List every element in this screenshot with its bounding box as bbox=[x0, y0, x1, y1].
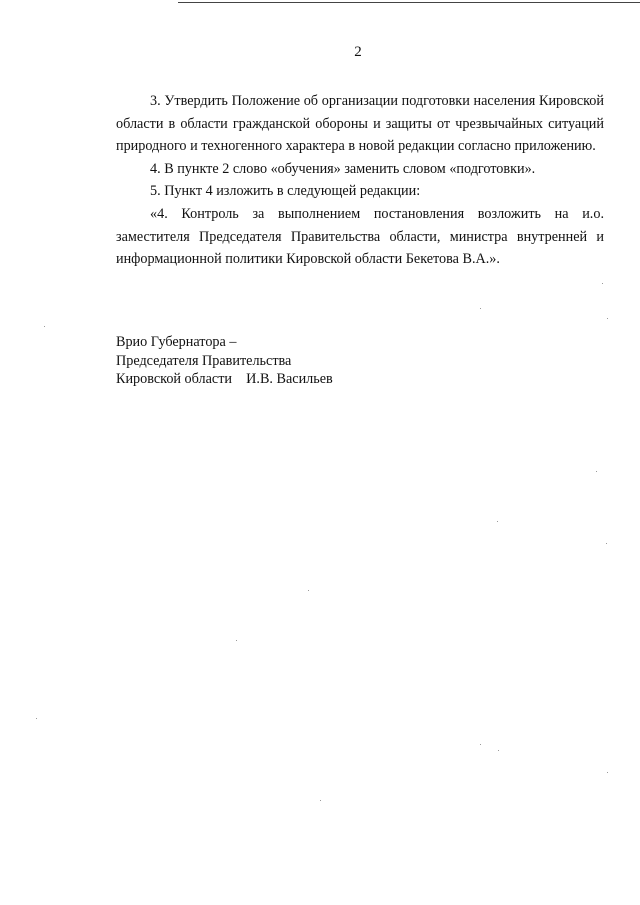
scan-speck bbox=[236, 640, 237, 641]
scan-speck bbox=[596, 471, 597, 472]
paragraph-quoted-item-4: «4. Контроль за выполнением постановления возложить на и.о. заместителя Председателя Правительства области, министра внутренней и информационной политики Кировской области Бекетова В.А.». bbox=[116, 205, 604, 268]
scan-speck bbox=[36, 718, 37, 719]
paragraph-item-5: 5. Пункт 4 изложить в следующей редакции: bbox=[150, 183, 421, 200]
scan-speck bbox=[308, 590, 309, 591]
scan-speck bbox=[602, 283, 603, 284]
scan-speck bbox=[320, 800, 321, 801]
signature-name-line: Кировской области И.В. Васильев bbox=[116, 371, 333, 387]
signature-title-line: Врио Губернатора – bbox=[116, 334, 237, 350]
scan-speck bbox=[480, 744, 481, 745]
page-number: 2 bbox=[354, 44, 362, 60]
signature-block bbox=[116, 333, 333, 389]
scan-speck bbox=[44, 326, 45, 327]
scan-speck bbox=[606, 543, 607, 544]
scan-speck bbox=[497, 521, 498, 522]
scan-speck bbox=[607, 772, 608, 773]
top-border-line bbox=[178, 2, 640, 3]
paragraph-item-3: 3. Утвердить Положение об организации подготовки населения Кировской области в области гражданской обороны и защиты от чрезвычайных ситуаций природного и техногенного характера в новой редакции согласно приложению. bbox=[116, 93, 604, 155]
document-body bbox=[116, 90, 604, 271]
signature-position-line: Председателя Правительства bbox=[116, 352, 292, 369]
scan-speck bbox=[498, 750, 499, 751]
scan-speck bbox=[480, 308, 481, 309]
scan-speck bbox=[607, 318, 608, 319]
paragraph-item-4: 4. В пункте 2 слово «обучения» заменить словом «подготовки». bbox=[150, 160, 536, 177]
